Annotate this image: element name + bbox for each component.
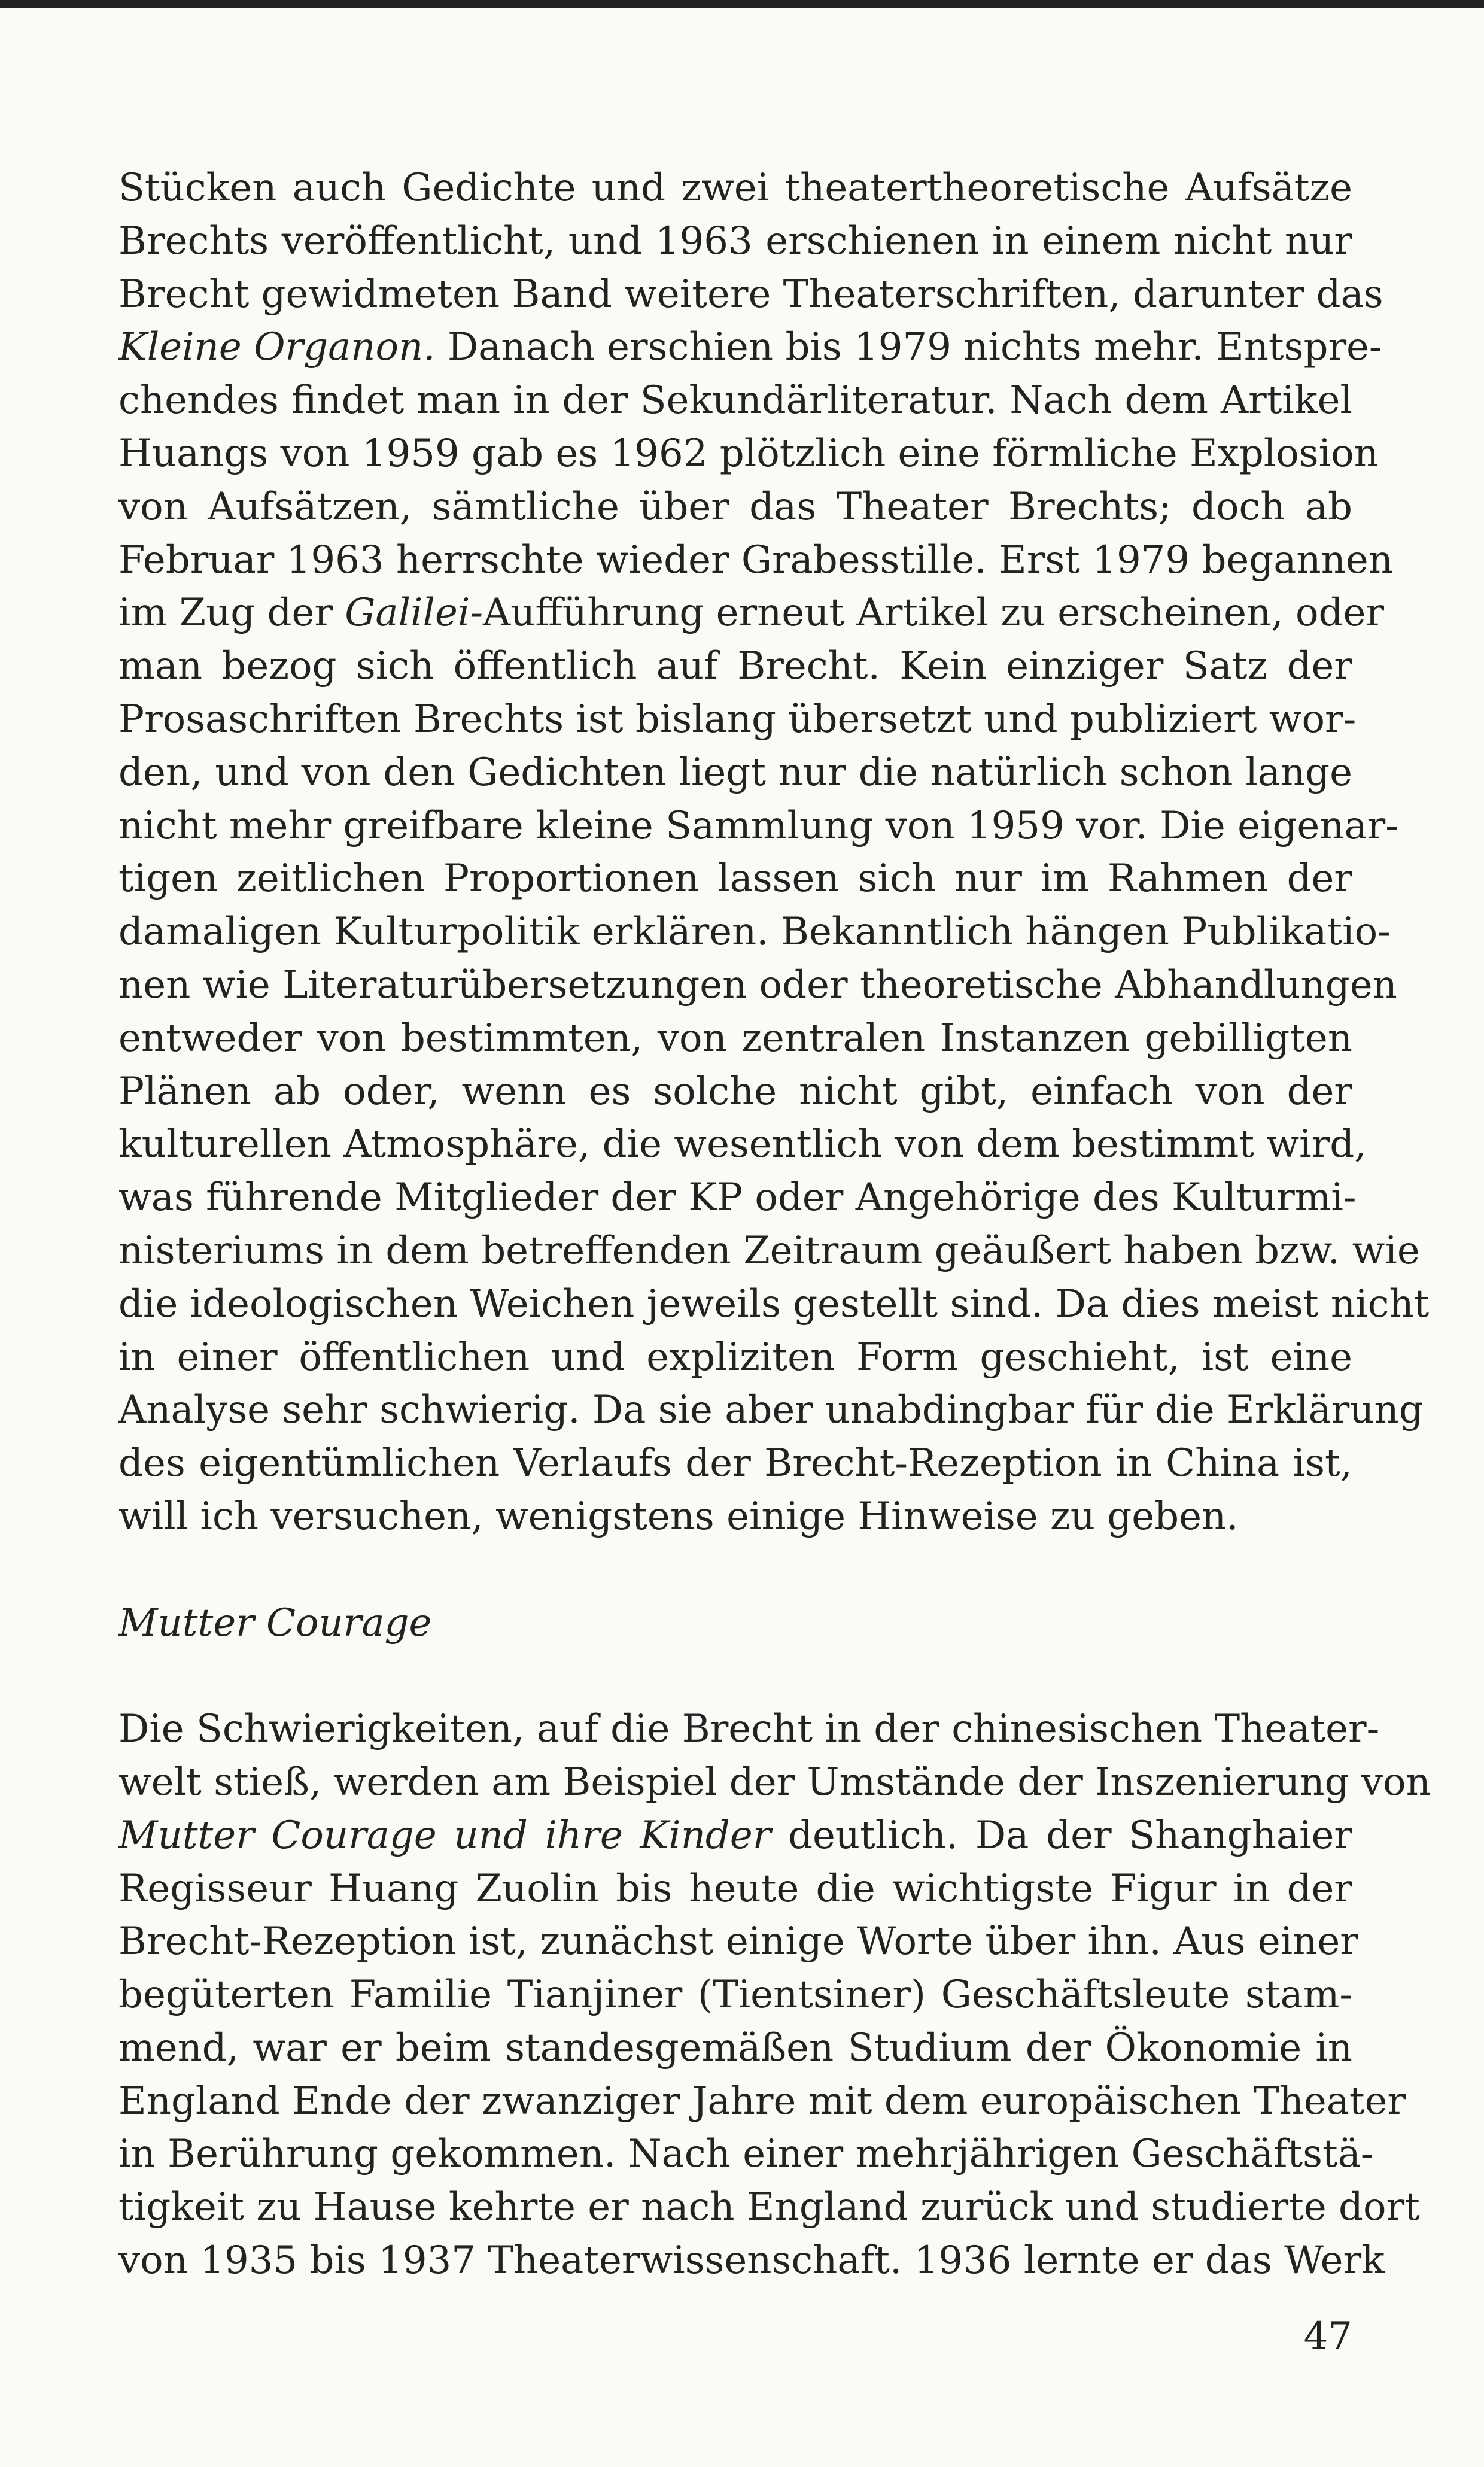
text-segment: chendes findet man in der Sekundärliteratur. Nach dem Artikel <box>118 378 1352 423</box>
text-line <box>118 2128 1374 2181</box>
text-line <box>118 1384 1424 1437</box>
text-line <box>118 800 1398 853</box>
text-line <box>118 534 1393 587</box>
text-line <box>118 215 1352 268</box>
text-line <box>118 1863 1352 1916</box>
text-line <box>118 321 1382 374</box>
text-line <box>118 481 1352 534</box>
text-segment: was führende Mitglieder der KP oder Angehörige des Kulturmi- <box>118 1175 1357 1220</box>
text-line <box>118 852 1352 906</box>
text-segment: welt stieß, werden am Beispiel der Umstände der Inszenierung von <box>118 1760 1431 1804</box>
section-heading: Mutter Courage <box>118 1600 432 1645</box>
text-line <box>118 1968 1352 2022</box>
text-segment: damaligen Kulturpolitik erklären. Bekanntlich hängen Publikatio- <box>118 910 1391 955</box>
text-segment: von Aufsätzen, sämtliche über das Theater Brechts; doch ab <box>118 484 1352 529</box>
text-segment: in einer öffentlichen und expliziten Form geschieht, ist eine <box>118 1335 1352 1380</box>
paragraph-1 <box>118 162 1430 1544</box>
text-line <box>118 693 1357 746</box>
text-line <box>118 1278 1430 1331</box>
italic-title: Mutter Courage und ihre Kinder <box>118 1813 771 1858</box>
text-line <box>118 162 1352 215</box>
text-line <box>118 374 1352 427</box>
text-line <box>118 2181 1420 2234</box>
text-segment: Stücken auch Gedichte und zwei theatertheoretische Aufsätze <box>118 166 1352 210</box>
text-line <box>118 1437 1352 1490</box>
text-line <box>118 1490 1352 1544</box>
text-segment: England Ende der zwanziger Jahre mit dem europäischen Theater <box>118 2079 1406 2123</box>
text-segment: des eigentümlichen Verlaufs der Brecht-Rezeption in China ist, <box>118 1441 1352 1486</box>
text-line <box>118 959 1397 1012</box>
text-segment: die ideologischen Weichen jeweils gestellt sind. Da dies meist nicht <box>118 1281 1430 1326</box>
text-segment: Prosaschriften Brechts ist bislang übersetzt und publiziert wor- <box>118 697 1357 742</box>
section-spacer <box>118 1544 1352 1597</box>
italic-title: Galilei- <box>345 591 483 636</box>
text-line <box>118 2234 1385 2287</box>
text-segment: Regisseur Huang Zuolin bis heute die wichtigste Figur in der <box>118 1866 1352 1911</box>
text-line <box>118 427 1379 481</box>
page-body <box>118 162 1431 2287</box>
page-number: 47 <box>1303 2314 1352 2359</box>
section-spacer <box>118 1649 1352 1703</box>
text-line <box>118 746 1352 800</box>
text-segment: Aufführung erneut Artikel zu erscheinen, oder <box>482 591 1384 636</box>
text-segment: tigen zeitlichen Proportionen lassen sich nur im Rahmen der <box>118 856 1352 901</box>
text-segment: man bezog sich öffentlich auf Brecht. Kein einziger Satz der <box>118 644 1352 689</box>
text-segment: tigkeit zu Hause kehrte er nach England zurück und studierte dort <box>118 2185 1420 2230</box>
text-segment: Brecht-Rezeption ist, zunächst einige Worte über ihn. Aus einer <box>118 1919 1358 1964</box>
text-segment: deutlich. Da der Shanghaier <box>771 1813 1352 1858</box>
text-segment: Brecht gewidmeten Band weitere Theaterschriften, darunter das <box>118 272 1383 317</box>
text-line <box>118 1065 1352 1119</box>
text-line <box>118 640 1352 693</box>
text-segment: nisteriums in dem betreffenden Zeitraum geäußert haben bzw. wie <box>118 1228 1420 1273</box>
text-segment: Brechts veröffentlicht, und 1963 erschienen in einem nicht nur <box>118 218 1352 263</box>
text-line <box>118 2075 1406 2128</box>
paragraph-2 <box>118 1703 1431 2287</box>
text-segment: Danach erschien bis 1979 nichts mehr. Entspre- <box>435 325 1382 370</box>
text-line <box>118 1171 1357 1225</box>
italic-title: Kleine Organon. <box>118 325 436 370</box>
text-line <box>118 1915 1358 1968</box>
text-segment: mend, war er beim standesgemäßen Studium der Ökonomie in <box>118 2025 1352 2070</box>
text-segment: Die Schwierigkeiten, auf die Brecht in der chinesischen Theater- <box>118 1707 1380 1752</box>
text-line <box>118 268 1383 321</box>
text-segment: nicht mehr greifbare kleine Sammlung von 1959 vor. Die eigenar- <box>118 803 1398 848</box>
text-line <box>118 1703 1380 1756</box>
text-segment: nen wie Literaturübersetzungen oder theoretische Abhandlungen <box>118 962 1397 1007</box>
text-segment: Analyse sehr schwierig. Da sie aber unabdingbar für die Erklärung <box>118 1388 1424 1433</box>
text-line <box>118 1331 1352 1384</box>
text-segment: Februar 1963 herrschte wieder Grabesstille. Erst 1979 begannen <box>118 537 1393 582</box>
text-segment: Plänen ab oder, wenn es solche nicht gibt, einfach von der <box>118 1069 1352 1114</box>
text-line <box>118 1118 1367 1171</box>
text-line <box>118 1225 1420 1278</box>
text-line <box>118 1756 1431 1809</box>
text-line <box>118 2022 1352 2075</box>
text-segment: den, und von den Gedichten liegt nur die natürlich schon lange <box>118 750 1352 795</box>
text-segment: kulturellen Atmosphäre, die wesentlich von dem bestimmt wird, <box>118 1122 1367 1167</box>
text-line <box>118 1012 1352 1065</box>
text-segment: entweder von bestimmten, von zentralen Instanzen gebilligten <box>118 1016 1352 1061</box>
text-segment: im Zug der <box>118 591 345 636</box>
text-segment: von 1935 bis 1937 Theaterwissenschaft. 1936 lernte er das Werk <box>118 2238 1385 2283</box>
text-segment: Huangs von 1959 gab es 1962 plötzlich eine förmliche Explosion <box>118 431 1379 476</box>
text-line <box>118 587 1384 640</box>
text-segment: in Berührung gekommen. Nach einer mehrjährigen Geschäftstä- <box>118 2132 1374 2177</box>
text-segment: begüterten Familie Tianjiner (Tientsiner) Geschäftsleute stam- <box>118 1973 1352 2018</box>
text-line <box>118 906 1391 959</box>
page-top-edge <box>0 0 1484 8</box>
text-line <box>118 1809 1352 1863</box>
text-segment: will ich versuchen, wenigstens einige Hinweise zu geben. <box>118 1494 1239 1539</box>
